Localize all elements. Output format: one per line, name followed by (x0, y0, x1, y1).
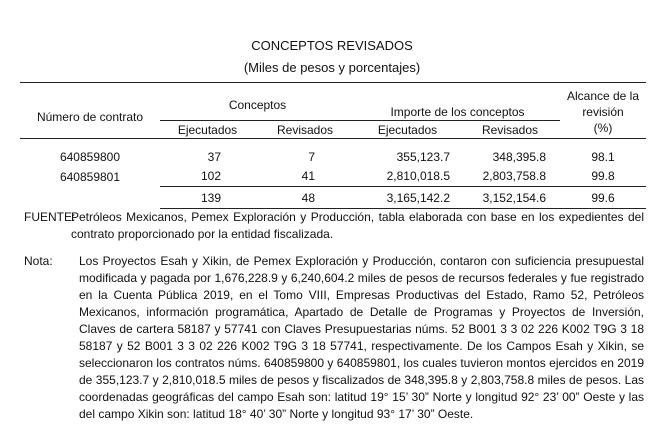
header-ejecutados: Ejecutados (177, 122, 238, 137)
table-total-row (20, 187, 646, 209)
cell-revisados: 41 (301, 169, 315, 184)
concepts-table (20, 82, 646, 209)
total-alcance: 99.6 (560, 187, 646, 209)
table-row (20, 167, 646, 187)
cell-revisados: 7 (308, 149, 315, 164)
cell-contrato: 640859801 (59, 169, 121, 184)
table-subtitle: (Miles de pesos y porcentajes) (243, 60, 421, 75)
header-alcance-line1: Alcance de la (566, 88, 640, 103)
header-contrato: Número de contrato (36, 109, 144, 124)
cell-contrato: 640859800 (59, 149, 121, 164)
cell-importe-ejecutados: 2,810,018.5 (386, 169, 450, 184)
cell-alcance: 98.1 (591, 149, 615, 164)
header-alcance (560, 83, 646, 139)
source-label: FUENTE: (24, 210, 76, 224)
header-importe: Importe de los conceptos (355, 83, 560, 121)
header-alcance-line2: revisión (582, 104, 624, 119)
cell-importe-revisados: 348,395.8 (492, 149, 546, 164)
cell-ejecutados: 102 (200, 169, 221, 184)
header-importe-ejecutados: Ejecutados (377, 122, 438, 137)
source-text: Petróleos Mexicanos, Pemex Exploración y Producción, tabla elaborada con base en los expedientes del contrato proporcionado por la entidad fiscalizada. (71, 210, 644, 241)
cell-importe-ejecutados: 355,123.7 (396, 149, 450, 164)
total-importe-ejecutados: 3,165,142.2 (355, 187, 460, 209)
table-row (20, 147, 646, 167)
footnote-label: Nota: (24, 254, 53, 268)
cell-alcance: 99.8 (591, 169, 615, 184)
cell-importe-revisados: 2,803,758.8 (482, 169, 546, 184)
header-importe-revisados: Revisados (481, 122, 539, 137)
header-revisados: Revisados (276, 122, 334, 137)
total-ejecutados: 139 (160, 187, 255, 209)
header-conceptos: Conceptos (160, 83, 355, 121)
total-revisados: 48 (255, 187, 355, 209)
total-importe-revisados: 3,152,154.6 (460, 187, 560, 209)
table-title: CONCEPTOS REVISADOS (251, 38, 413, 53)
header-alcance-line3: (%) (593, 120, 613, 135)
footnote-text: Los Proyectos Esah y Xikin, de Pemex Exploración y Producción, contaron con suficiencia presupuestal modificada y pagada por 1,676,228.9 y 6,240,604.2 miles de pesos de recursos federales y fue registrado en la Cuenta Pública 2019, en el Tomo VIII, Empresas Productivas del Estado, Ramo 52, Petróleos Mexicanos, información programática, Apartado de Detalle de Programas y Proyectos de Inversión, Claves de cartera 58187 y 57741 con Claves Presupuestarias núms. 52 B001 3 3 02 226 K002 T9G 3 18 58187 y 52 B001 3 3 02 226 K002 T9G 3 18 57741, respectivamente. De los Campos Esah y Xikin, se seleccionaron los contratos núms. 640859800 y 640859801, los cuales tuvieron montos ejercidos en 2019 de 355,123.7 y 2,810,018.5 miles de pesos y fiscalizados de 348,395.8 y 2,803,758.8 miles de pesos. Las coordenadas geográficas del campo Esah son: latitud 19° 15’ 30” Norte y longitud 92° 23’ 00” Oeste y las del campo Xikin son: latitud 18° 40’ 30” Norte y longitud 93° 17’ 30” Oeste. (79, 254, 644, 421)
cell-ejecutados: 37 (207, 149, 221, 164)
